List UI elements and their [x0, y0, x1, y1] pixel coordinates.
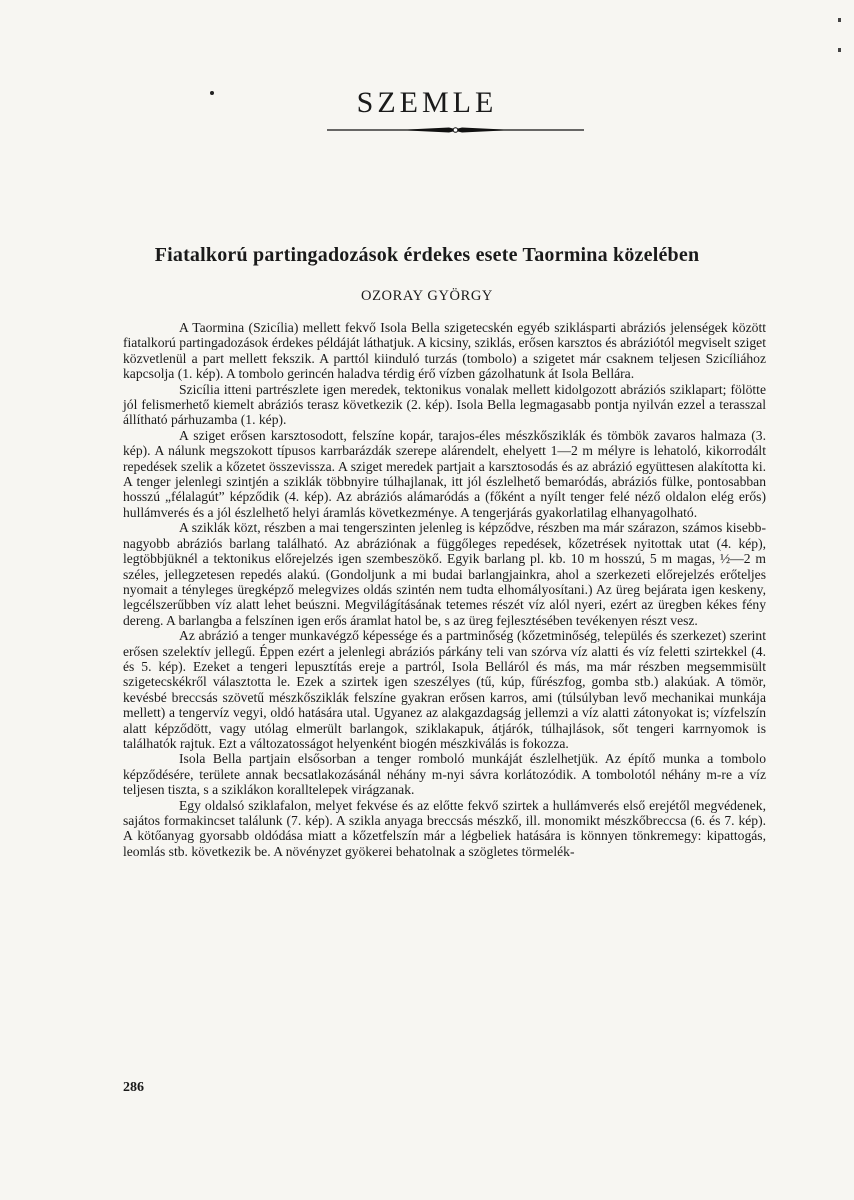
paragraph: Egy oldalsó sziklafalon, melyet fekvése és az előtte fekvő szirtek a hullámverés első erejétől megvédenek, sajátos formakincset találunk (7. kép). A szikla anyaga breccsás mészkő, ill. monomikt mészkőbreccsa (6. és 7. kép). A kötőanyag gyorsabb oldódása miatt a kőzetfelszín már a légbeliek hatására is könnyen tönkremegy: kipattogás, leomlás stb. következik be. A növényzet gyökerei behatolnak a szögletes törmelék-	[123, 797, 766, 859]
author-name: OZORAY GYÖRGY	[361, 288, 493, 304]
paragraph: A sziklák közt, részben a mai tengerszinten jelenleg is képződve, részben ma már szárazon, számos kisebb-nagyobb abráziós barlang található. Az abráziónak a függőleges repedések, kőzetrések nyitottak utat (4. kép), legtöbbjüknél a tektonikus előrejelzés igen szembeszökő. Egyik barlang pl. kb. 10 m hosszú, 5 m magas, ½—2 m széles, jellegzetesen repedés alakú. (Gondoljunk a mi budai barlangjainkra, ahol a szerkezeti előrejelzés erőteljes nyomait a tényleges üregképző melegvizes oldás szintén nem tudta elhomályosítani.) Az üreg bejárata igen keskeny, legcélszerűbben víz alatt lehet beúszni. Megvilágításának tetemes részét víz alól nyeri, ezért az üregben kékes fény dereng. A barlangba a felszínen igen erős áramlat hatol be, s az üreg fejlesztésében tevékenyen részt vesz.	[123, 520, 766, 628]
paragraph: A Taormina (Szicília) mellett fekvő Isola Bella szigetecskén egyéb sziklásparti abráziós jelenségek között fiatalkorú partingadozások érdekes példáját láthatjuk. A kicsiny, sziklás, erősen karsztos és abráziótól megviselt sziget közvetlenül a part mellett fekszik. A parttól kiinduló turzás (tombolo) a szigetet már csaknem teljesen Szicíliához kapcsolja (1. kép). A tombolo gerincén haladva térdig érő vízben gázolhatunk át Isola Bellára.	[123, 320, 766, 382]
paragraph: Az abrázió a tenger munkavégző képessége és a partminőség (kőzetminőség, település és szerkezet) szerint erősen szelektív jellegű. Éppen ezért a jelenlegi abráziós párkány teli van szórva víz alatti és víz feletti szirtekkel (4. és 5. kép). Ezeket a tengeri lepusztítás ereje a partról, Isola Belláról és más, ma már részben megsemmisült szigetecskékről választotta le. Ezek a szirtek igen szeszélyes (tű, kúp, fűrészfog, gomba stb.) alakúak. A tömör, kevésbé breccsás szövetű mészkősziklák felszíne gyakran erősen karros, ami (túlsúlyban levő mechanikai munkája mellett) a tengervíz vegyi, oldó hatására utal. Ugyanez az alakgazdagság jellemzi a víz alatti zátonyokat is; vízfelszín alatt képződött, vagy utólag elmerült barlangok, sziklakapuk, átjárók, túlhajlások, sőt tengeri karrnyomok is találhatók rajtuk. Ezt a változatosságot helyenként biogén mészkiválás is fokozza.	[123, 628, 766, 751]
section-title: SZEMLE	[356, 86, 498, 119]
page-number: 286	[123, 1080, 144, 1095]
edge-mark	[838, 48, 841, 52]
title-ornament	[327, 126, 584, 134]
edge-mark	[838, 18, 841, 22]
paragraph: Szicília itteni partrészlete igen meredek, tektonikus vonalak mellett kidolgozott abráziós sziklapart; fölötte jól felismerhető kiemelt abráziós terasz következik (2. kép). Isola Bella legmagasabb pontja nyilván ezzel a terasszal állítható párhuzamba (1. kép).	[123, 381, 766, 428]
article-body	[123, 320, 766, 859]
paragraph: Isola Bella partjain elsősorban a tenger romboló munkáját észlelhetjük. Az építő munka a tombolo képződésére, területe annak becsatlakozásánál néhány m-nyi sávra korlátozódik. A tombolotól néhány m-re a víz teljesen tiszta, s a sziklákon koralltelepek virágzanak.	[123, 751, 766, 798]
paragraph: A sziget erősen karsztosodott, felszíne kopár, tarajos-éles mészkősziklák és tömbök zavaros halmaza (3. kép). A nálunk megszokott típusos karrbarázdák szerepe alárendelt, ehelyett 1—2 m mélyre is lehatoló, kikorrodált repedések szelik a kőzetet összevissza. A sziget meredek partjait a karsztosodás és az abrázió együttesen alakította ki. A tenger jelenlegi szintjén a sziklák többnyire túlhajlanak, itt jól észlelhető bemaródás, abráziós fülke, pontosabban hosszú „félalagút” képződik (4. kép). Az abráziós alámaródás a (főként a nyílt tenger felé néző oldalon elég erős) hullámverés és a jól észlelhető helyi áramlás következménye. A tengerjárás gyakorlatilag elhanyagolható.	[123, 427, 766, 520]
article-title: Fiatalkorú partingadozások érdekes esete Taormina közelében	[154, 244, 700, 266]
